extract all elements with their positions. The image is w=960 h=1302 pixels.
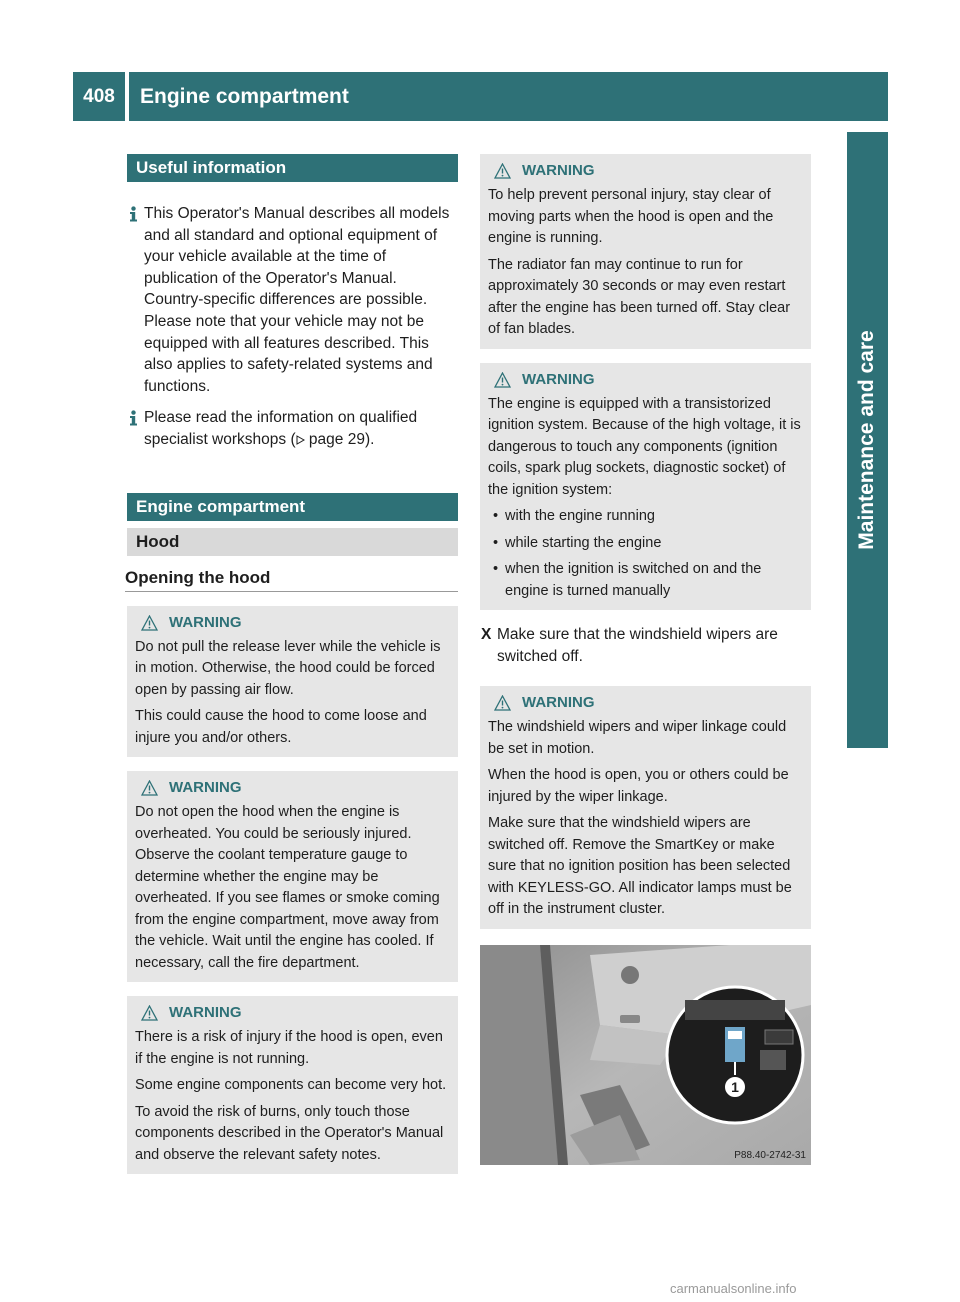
warning-text: The radiator fan may continue to run for approximately 30 seconds or may even restart after the engine has been turned off. Stay clear of fan blades. <box>488 256 791 337</box>
warning-box <box>127 771 458 982</box>
useful-information-heading: Useful information <box>127 154 458 182</box>
left-column <box>127 154 458 1174</box>
warning-text: Some engine components can become very hot. <box>135 1077 447 1094</box>
warning-heading: WARNING <box>135 777 451 799</box>
page-title: Engine compartment <box>140 85 349 108</box>
page-number: 408 <box>83 86 115 107</box>
warning-heading: WARNING <box>135 612 451 634</box>
warning-box <box>480 154 811 349</box>
bullet-item: • when the ignition is switched on and the engine is turned manually <box>488 559 804 602</box>
warning-triangle-icon <box>141 780 158 796</box>
warning-triangle-icon <box>494 163 511 179</box>
info-paragraph <box>127 203 458 397</box>
page-reference-link[interactable]: page 29). <box>304 430 375 448</box>
opening-the-hood-heading: Opening the hood <box>125 566 458 592</box>
info-icon <box>127 206 140 222</box>
hood-release-illustration <box>480 945 811 1165</box>
warning-text: The windshield wipers and wiper linkage could be set in motion. <box>488 719 787 757</box>
warning-text: Make sure that the windshield wipers are switched off. Remove the SmartKey or make sure that no ignition position has been selected with KEYLESS-GO. All indicator lamps must be off in the instrument cluster. <box>488 815 792 918</box>
warning-triangle-icon <box>141 1005 158 1021</box>
info-text: This Operator's Manual describes all models and all standard and optional equipment of your vehicle available at the time of publication of the Operator's Manual. Country-specific differences are possible. Please note that your vehicle may not be equipped with all features described. This also applies to safety-related systems and functions. <box>144 205 450 395</box>
callout-number: 1 <box>731 1078 739 1095</box>
header-divider <box>125 72 129 121</box>
photo-code: P88.40-2742-31 <box>734 1149 806 1161</box>
right-column <box>480 154 811 1165</box>
engine-compartment-heading: Engine compartment <box>127 493 458 521</box>
instruction-step <box>480 624 811 667</box>
bullet-item: • with the engine running <box>488 506 804 528</box>
warning-triangle-icon <box>494 695 511 711</box>
page-header <box>73 72 888 121</box>
warning-triangle-icon <box>494 372 511 388</box>
hood-release-photo <box>480 945 811 1165</box>
warning-text: Do not open the hood when the engine is overheated. You could be seriously injured. Observe the coolant temperature gauge to determine whether the engine may be overheated. If you see flames or smoke coming from the engine compartment, move away from the vehicle. Wait until the engine has cooled. If necessary, call the fire department. <box>135 804 440 971</box>
warning-heading: WARNING <box>488 369 804 391</box>
warning-text: To avoid the risk of burns, only touch those components described in the Operator's Manual and observe the relevant safety notes. <box>135 1103 444 1163</box>
warning-text: To help prevent personal injury, stay clear of moving parts when the hood is open and the engine is running. <box>488 187 774 246</box>
warning-box <box>480 363 811 611</box>
warning-box <box>127 996 458 1174</box>
warning-text: This could cause the hood to come loose and injure you and/or others. <box>135 708 427 746</box>
warning-heading: WARNING <box>488 160 804 182</box>
step-text: Make sure that the windshield wipers are switched off. <box>497 626 778 665</box>
warning-heading: WARNING <box>488 692 804 714</box>
info-icon <box>127 410 140 426</box>
warning-text: The engine is equipped with a transistorized ignition system. Because of the high voltage, it is dangerous to touch any components (ignition coils, spark plug sockets, diagnostic socket) of the ignition system: <box>488 395 801 498</box>
warning-text: Do not pull the release lever while the vehicle is in motion. Otherwise, the hood could be forced open by passing air flow. <box>135 638 441 698</box>
warning-triangle-icon <box>141 615 158 631</box>
info-paragraph-workshops <box>127 407 458 450</box>
chapter-label: Maintenance and care <box>855 330 878 550</box>
step-marker: X <box>481 626 492 643</box>
warning-box <box>480 686 811 929</box>
info-text: Please read the information on qualified specialist workshops ( <box>144 409 418 448</box>
warning-heading: WARNING <box>135 1002 451 1024</box>
warning-box <box>127 606 458 758</box>
warning-text: There is a risk of injury if the hood is open, even if the engine is not running. <box>135 1029 443 1067</box>
warning-text: When the hood is open, you or others could be injured by the wiper linkage. <box>488 767 789 805</box>
page-reference-triangle-icon <box>296 435 305 445</box>
chapter-side-tab <box>847 132 888 748</box>
hood-heading: Hood <box>127 528 458 556</box>
bullet-item: • while starting the engine <box>488 533 804 555</box>
watermark: carmanualsonline.info <box>670 1281 797 1296</box>
